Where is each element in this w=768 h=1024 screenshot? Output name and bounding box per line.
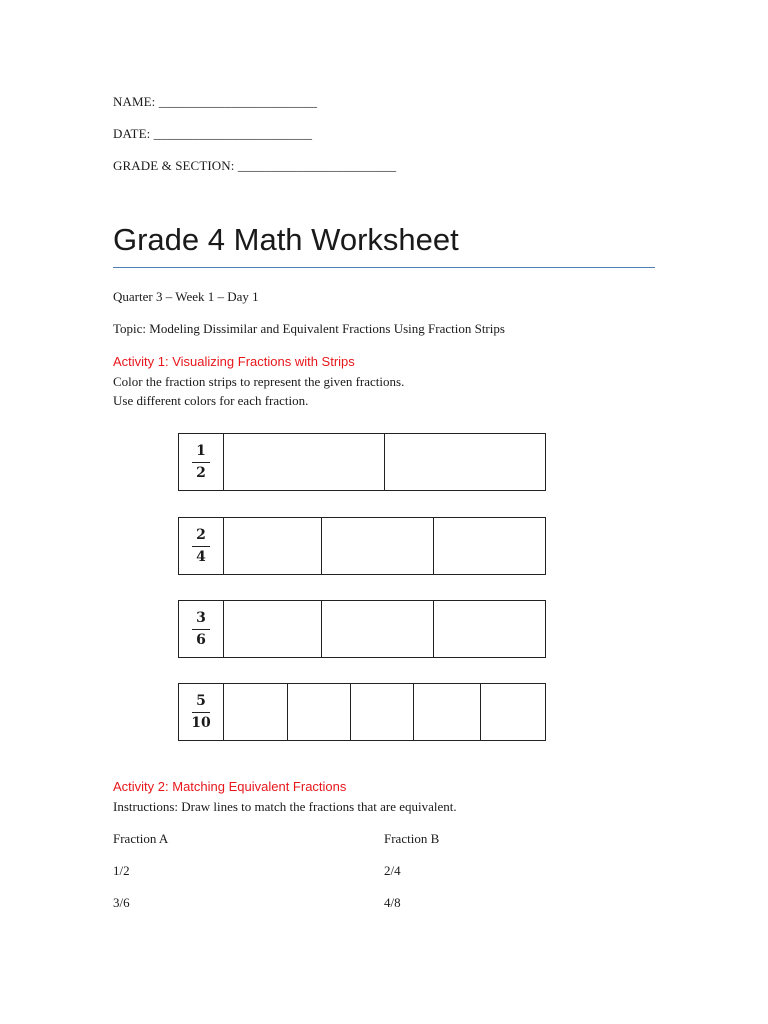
fraction-bar xyxy=(192,712,210,713)
fraction-bar xyxy=(192,629,210,630)
title-underline xyxy=(113,267,655,268)
fraction-a-item: 3/6 xyxy=(113,895,130,910)
fraction-bar xyxy=(192,462,210,463)
fraction-strip-sixths xyxy=(178,600,546,658)
fraction-numerator: 3 xyxy=(196,609,206,626)
fraction-a-item: 1/2 xyxy=(113,863,130,878)
strip-cell[interactable] xyxy=(481,684,545,740)
fraction-numerator: 2 xyxy=(196,526,206,543)
fraction-numerator: 1 xyxy=(196,442,206,459)
column-a-header: Fraction A xyxy=(113,831,169,846)
strip-cell[interactable] xyxy=(322,518,434,574)
fraction-label xyxy=(179,601,224,657)
strip-cell[interactable] xyxy=(434,518,545,574)
fraction-strip-halves xyxy=(178,433,546,491)
fraction-denominator: 2 xyxy=(196,464,206,481)
topic-line: Topic: Modeling Dissimilar and Equivalent Fractions Using Fraction Strips xyxy=(113,321,505,336)
strip-cell[interactable] xyxy=(414,684,481,740)
strip-cell[interactable] xyxy=(224,601,322,657)
activity1-heading: Activity 1: Visualizing Fractions with Strips xyxy=(113,354,355,369)
activity1-instruction-1: Color the fraction strips to represent the given fractions. xyxy=(113,374,405,389)
fraction-b-item: 4/8 xyxy=(384,895,401,910)
strip-cell[interactable] xyxy=(385,434,545,490)
strip-cell[interactable] xyxy=(288,684,351,740)
fraction-label xyxy=(179,518,224,574)
strip-cell[interactable] xyxy=(434,601,545,657)
grade-section-field: GRADE & SECTION: ________________________ xyxy=(113,158,397,173)
strip-cell[interactable] xyxy=(224,434,385,490)
strip-cell[interactable] xyxy=(224,518,322,574)
fraction-label xyxy=(179,684,224,740)
fraction-strip-tenths xyxy=(178,683,546,741)
column-b-header: Fraction B xyxy=(384,831,440,846)
date-field: DATE: ________________________ xyxy=(113,126,313,141)
fraction-bar xyxy=(192,546,210,547)
name-field: NAME: ________________________ xyxy=(113,94,318,109)
fraction-strip-fourths xyxy=(178,517,546,575)
strip-cell[interactable] xyxy=(224,684,288,740)
quarter-line: Quarter 3 – Week 1 – Day 1 xyxy=(113,289,259,304)
fraction-numerator: 5 xyxy=(196,692,206,709)
strip-cell[interactable] xyxy=(322,601,434,657)
page-title: Grade 4 Math Worksheet xyxy=(113,222,459,257)
fraction-b-item: 2/4 xyxy=(384,863,401,878)
fraction-denominator: 6 xyxy=(196,631,206,648)
activity2-heading: Activity 2: Matching Equivalent Fractions xyxy=(113,779,347,794)
fraction-label xyxy=(179,434,224,490)
strip-cell[interactable] xyxy=(351,684,414,740)
activity2-instruction: Instructions: Draw lines to match the fractions that are equivalent. xyxy=(113,799,457,814)
activity1-instruction-2: Use different colors for each fraction. xyxy=(113,393,309,408)
fraction-denominator: 10 xyxy=(191,714,211,731)
fraction-denominator: 4 xyxy=(196,548,206,565)
